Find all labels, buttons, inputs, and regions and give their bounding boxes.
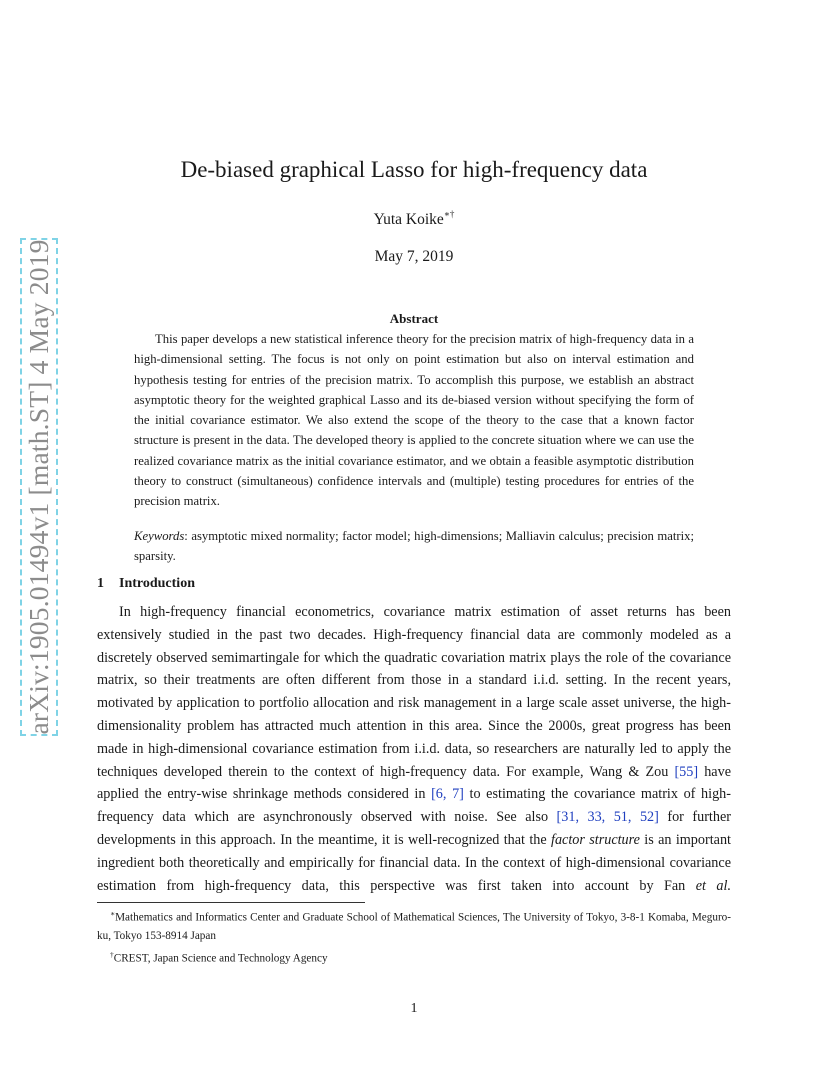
footnote-funding	[97, 946, 731, 968]
emphasis-et-al: et al.	[695, 877, 732, 894]
section-number: 1	[97, 576, 104, 591]
keywords	[134, 526, 694, 567]
footnote-divider	[97, 902, 365, 903]
intro-text-5: is an important ingredient both theoretically and empirically for financial data. In the context of high-dimensional covariance estimation from high-frequency data, this perspective was first taken into account by Fan	[97, 831, 731, 894]
footnote-mark-1: ∗	[110, 909, 116, 918]
paper-title: De-biased graphical Lasso for high-frequency data	[180, 157, 648, 182]
citation-link-31-33-51-52[interactable]: [31, 33, 51, 52]	[556, 809, 659, 826]
emphasis-factor-structure: factor structure	[551, 831, 640, 848]
intro-paragraph	[97, 601, 731, 897]
keywords-text: : asymptotic mixed normality; factor model; high-dimensions; Malliavin calculus; precision matrix; sparsity.	[134, 529, 694, 564]
intro-text-3: to estimating the covariance matrix of high-frequency data which are asynchronously observed with noise. See also	[97, 786, 731, 826]
intro-text-1: In high-frequency financial econometrics, covariance matrix estimation of asset returns has been extensively studied in the past two decades. High-frequency financial data are commonly modeled as a discretely observed semimartingale for which the quadratic covariation matrix plays the role of the covariance matrix, so their treatments are often different from those in a standard i.i.d. setting. In the recent years, motivated by application to portfolio allocation and risk management in a large scale asset universe, the high-dimensionality problem has attracted much attention in this area. Since the 2000s, great progress has been made in high-dimensional covariance estimation from i.i.d. data, so researchers are naturally led to apply the techniques developed therein to the context of high-frequency data. For example, Wang & Zou	[97, 604, 731, 780]
footnote-text-1: Mathematics and Informatics Center and Graduate School of Mathematical Sciences, The University of Tokyo, 3-8-1 Komaba, Meguro-ku, Tokyo 153-8914 Japan	[97, 911, 731, 943]
footnote-mark-2: †	[110, 949, 114, 959]
author-footnote-marks: ∗†	[443, 209, 455, 219]
page-number: 1	[410, 1001, 418, 1016]
footnote-text-2: CREST, Japan Science and Technology Agency	[113, 952, 328, 965]
intro-text-4: for further developments in this approach. In the meantime, it is well-recognized that the	[97, 809, 731, 848]
footnote-affiliation	[97, 905, 731, 946]
author-line	[0, 210, 828, 229]
section-heading	[97, 576, 195, 592]
paper-date: May 7, 2019	[374, 248, 454, 265]
abstract-heading: Abstract	[389, 311, 439, 326]
abstract-text: This paper develops a new statistical inference theory for the precision matrix of high-frequency data in a high-dimensional setting. The focus is not only on point estimation but also on interval estimation and hypothesis testing for entries of the precision matrix. To accomplish this purpose, we establish an abstract asymptotic theory for the weighted graphical Lasso and its de-biased version without specifying the form of the initial covariance estimator. We also extend the scope of the theory to the case that a known factor structure is present in the data. The developed theory is applied to the concrete situation where we can use the realized covariance matrix as the initial covariance estimator, and we obtain a feasible asymptotic distribution theory to construct (simultaneous) confidence intervals and (multiple) testing procedures for entries of the precision matrix.	[134, 332, 694, 509]
author-name: Yuta Koike	[373, 211, 444, 229]
section-title: Introduction	[119, 576, 195, 591]
citation-link-55[interactable]: [55]	[674, 763, 699, 780]
intro-text-2: have applied the entry-wise shrinkage methods considered in	[97, 763, 731, 803]
arxiv-identifier: arXiv:1905.01494v1 [math.ST] 4 May 2019	[23, 239, 54, 735]
keywords-label: Keywords	[134, 529, 185, 543]
footnotes	[97, 905, 731, 968]
citation-link-6-7[interactable]: [6, 7]	[431, 786, 464, 803]
